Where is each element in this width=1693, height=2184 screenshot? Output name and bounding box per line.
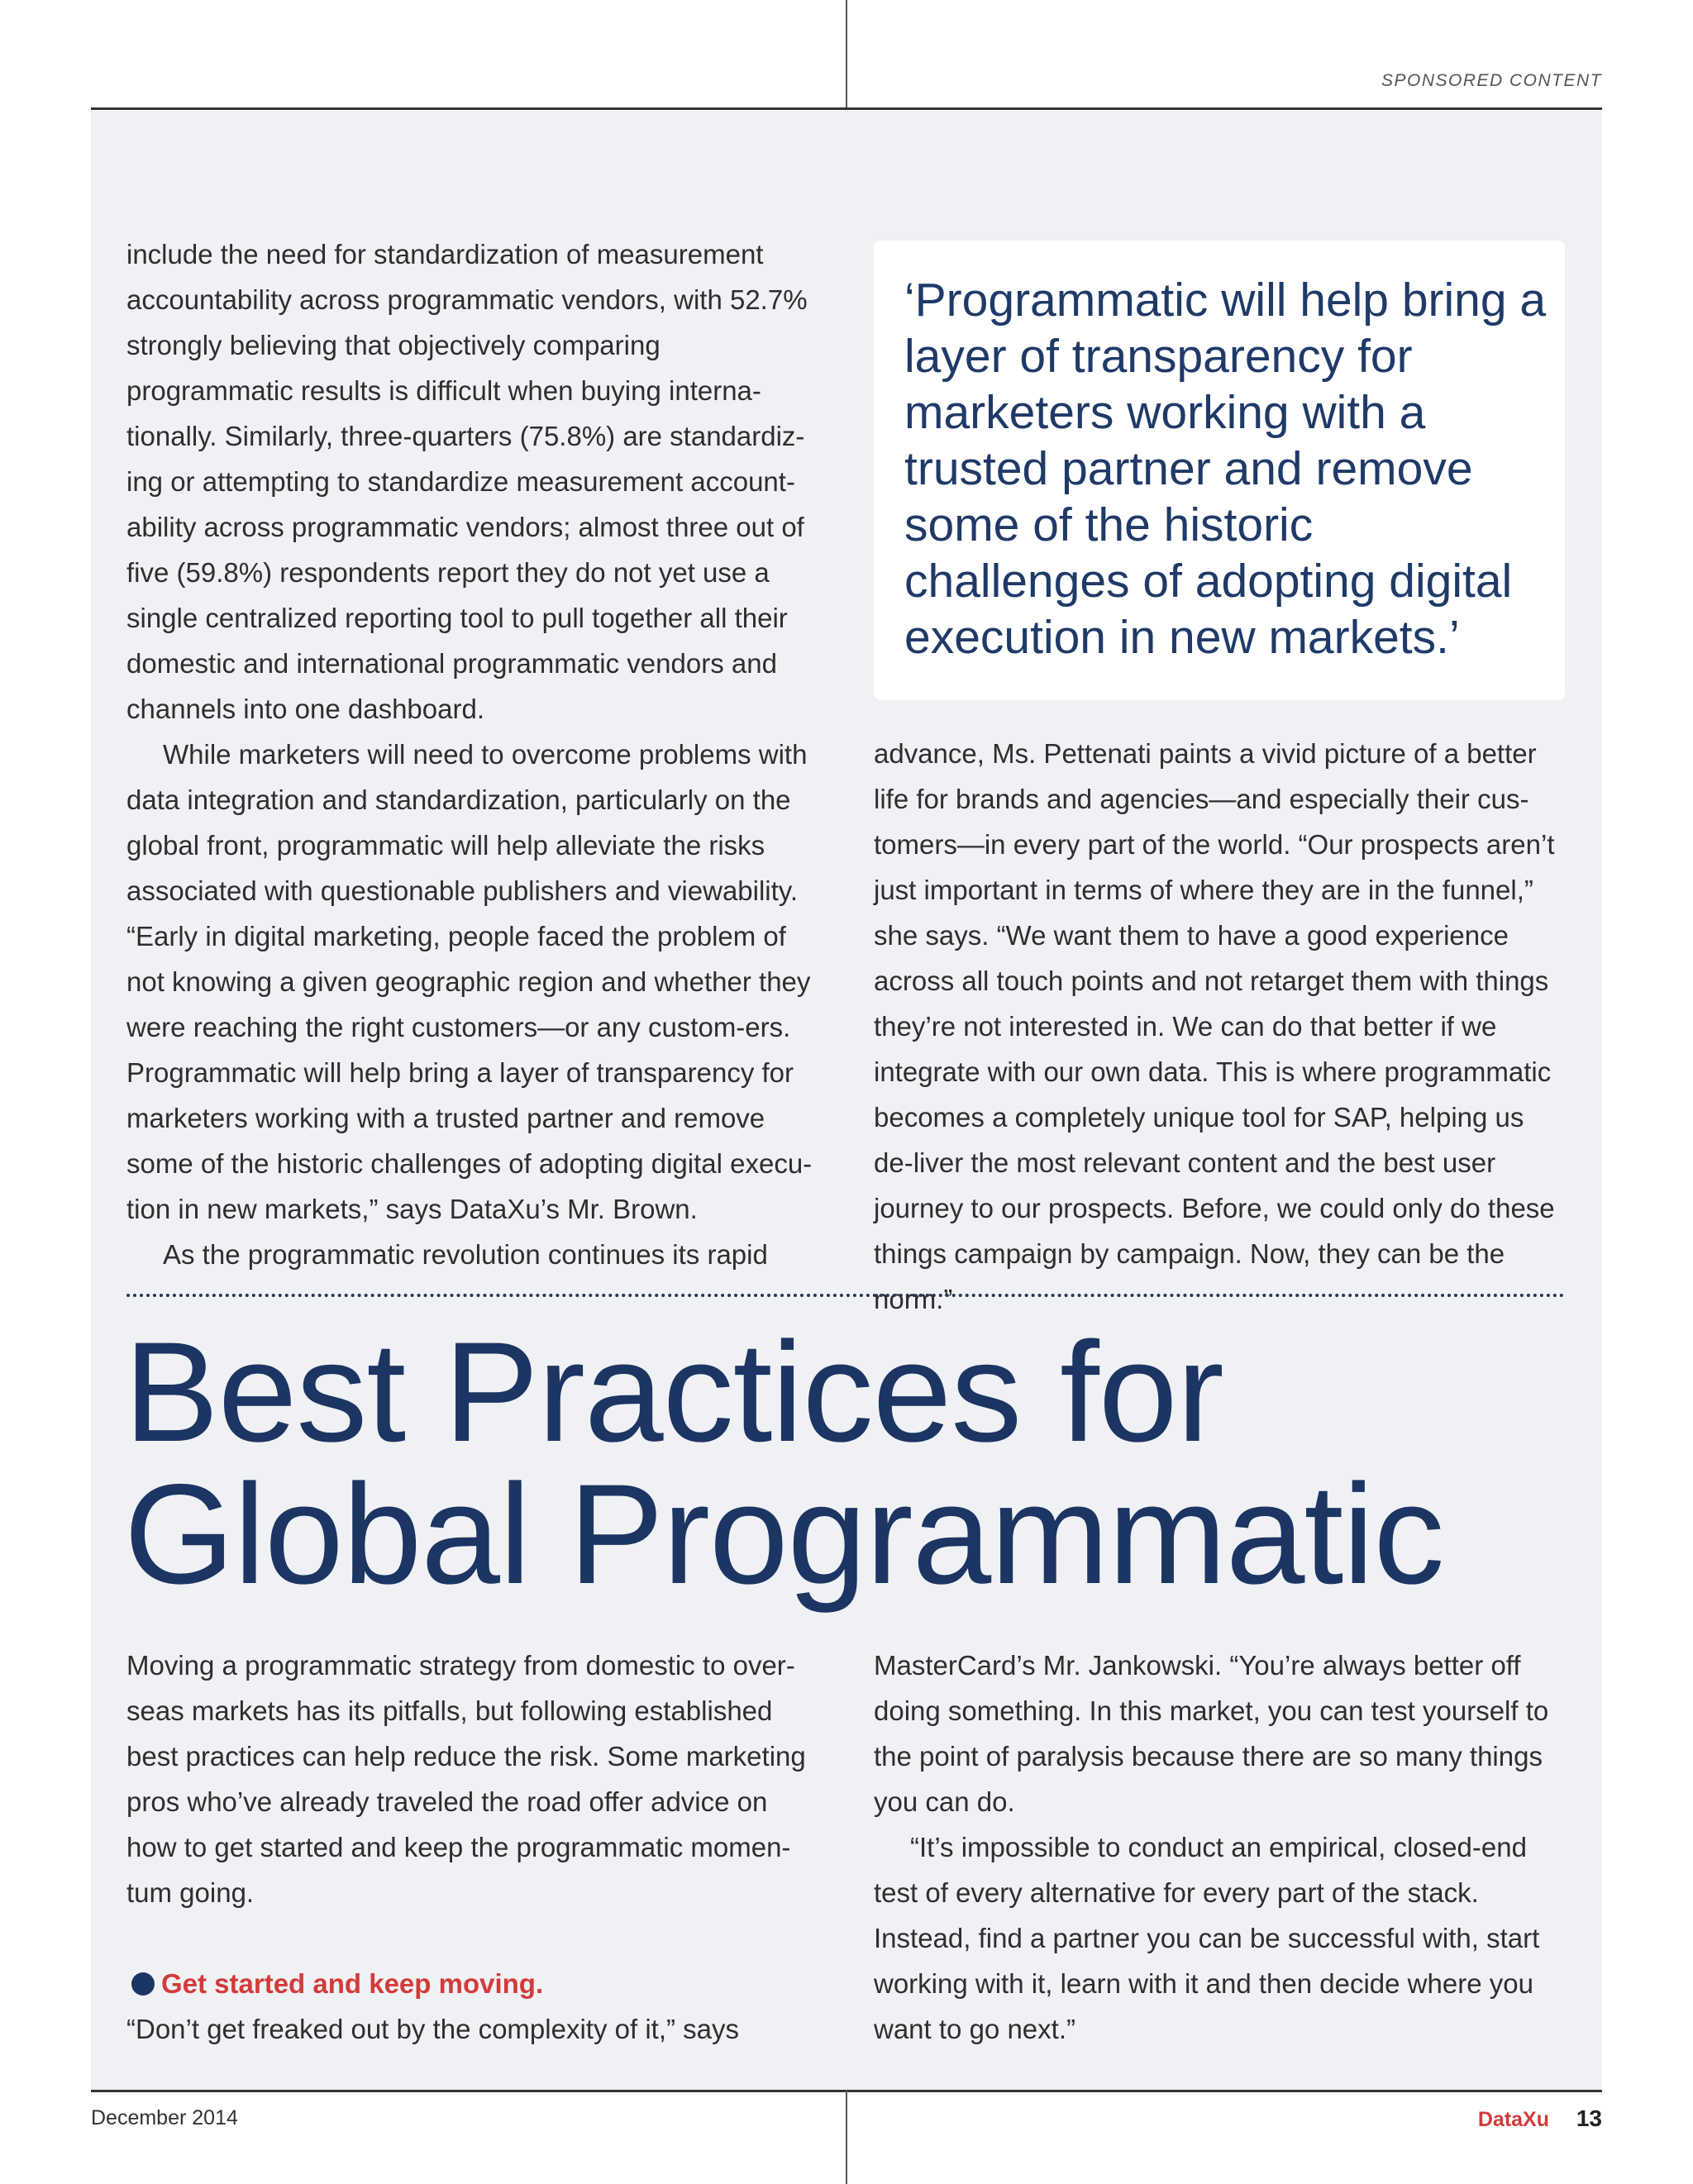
pull-quote-box: [874, 241, 1565, 700]
dotted-divider: [126, 1294, 1565, 1297]
body-paragraph: “Don’t get freaked out by the complexity of it,” says: [126, 2014, 740, 2044]
body-paragraph: While marketers will need to overcome problems with data integration and standardization, particularly on the global front, programmatic will help alleviate the risks associated with questionable publishers and viewability. “Early in digital marketing, people faced the problem of not knowing a given geographic region and whether they were reaching the right customers—or any custom-ers. Programmatic will help bring a layer of transparency for marketers working with a trusted partner and remove some of the historic challenges of adopting digital execu-tion in new markets,” says DataXu’s Mr. Brown.: [126, 739, 813, 1224]
bottom-center-divider: [846, 2090, 847, 2184]
body-paragraph: As the programmatic revolution continues its rapid: [163, 1239, 768, 1270]
pull-quote: ‘Programmatic will help bring a layer of transparency for marketers working with a trusted partner and remove some of the historic challenges of adopting digital execution in new markets.’: [904, 274, 1547, 664]
footer-brand: DataXu: [1477, 2108, 1549, 2131]
subhead: Get started and keep moving.: [161, 1968, 544, 1999]
top-center-divider: [846, 0, 847, 107]
section-headline: [124, 1313, 1529, 1614]
left-column-top: [126, 231, 823, 1277]
body-paragraph: include the need for standardization of measurement accountability across programmatic vendors, with 52.7% strongly believing that objectively comparing programmatic results is difficult when buying interna-tionally. Similarly, three-quarters (75.8%) are standardiz-ing or attempting to standardize measurement account-ability across programmatic vendors; almost three out of five (59.8%) respondents report they do not yet use a single centralized reporting tool to pull together all their domestic and international programmatic vendors and channels into one dashboard.: [126, 239, 808, 724]
right-column-top: [874, 731, 1570, 1322]
top-rule: [91, 107, 1602, 110]
headline-line-1: Best Practices for: [124, 1313, 1223, 1471]
footer-date: December 2014: [91, 2106, 238, 2129]
page-number: 13: [1576, 2105, 1602, 2131]
body-paragraph: MasterCard’s Mr. Jankowski. “You’re always better off doing something. In this market, you can test yourself to the point of paralysis because there are so many things you can do.: [874, 1650, 1549, 1817]
subhead-line: [126, 1961, 823, 2006]
sponsored-label: SPONSORED CONTENT: [1381, 71, 1602, 90]
headline-line-2: Global Programmatic: [124, 1455, 1444, 1614]
intro-paragraph: Moving a programmatic strategy from domestic to over-seas markets has its pitfalls, but following established best practices can help reduce the risk. Some marketing pros who’ve already traveled the road offer advice on how to get started and keep the programmatic momen-tum going.: [126, 1650, 806, 1908]
spacer: [126, 1915, 823, 1961]
left-column-bottom: [126, 1643, 823, 2052]
body-paragraph: “It’s impossible to conduct an empirical, closed-end test of every alternative for every part of the stack. Instead, find a partner you can be successful with, start working with it, learn with it and then decide where you want to go next.”: [874, 1832, 1540, 2044]
bullet-icon: [131, 1972, 155, 1996]
body-paragraph: advance, Ms. Pettenati paints a vivid picture of a better life for brands and agencies—and especially their cus-tomers—in every part of the world. “Our prospects aren’t just important in terms of where they are in the funnel,” she says. “We want them to have a good experience across all touch points and not retarget them with things they’re not interested in. We can do that better if we integrate with our own data. This is where programmatic becomes a completely unique tool for SAP, helping us de-liver the most relevant content and the best user journey to our prospects. Before, we could only do these things campaign by campaign. Now, they can be the norm.”: [874, 738, 1555, 1314]
right-column-bottom: [874, 1643, 1570, 2052]
